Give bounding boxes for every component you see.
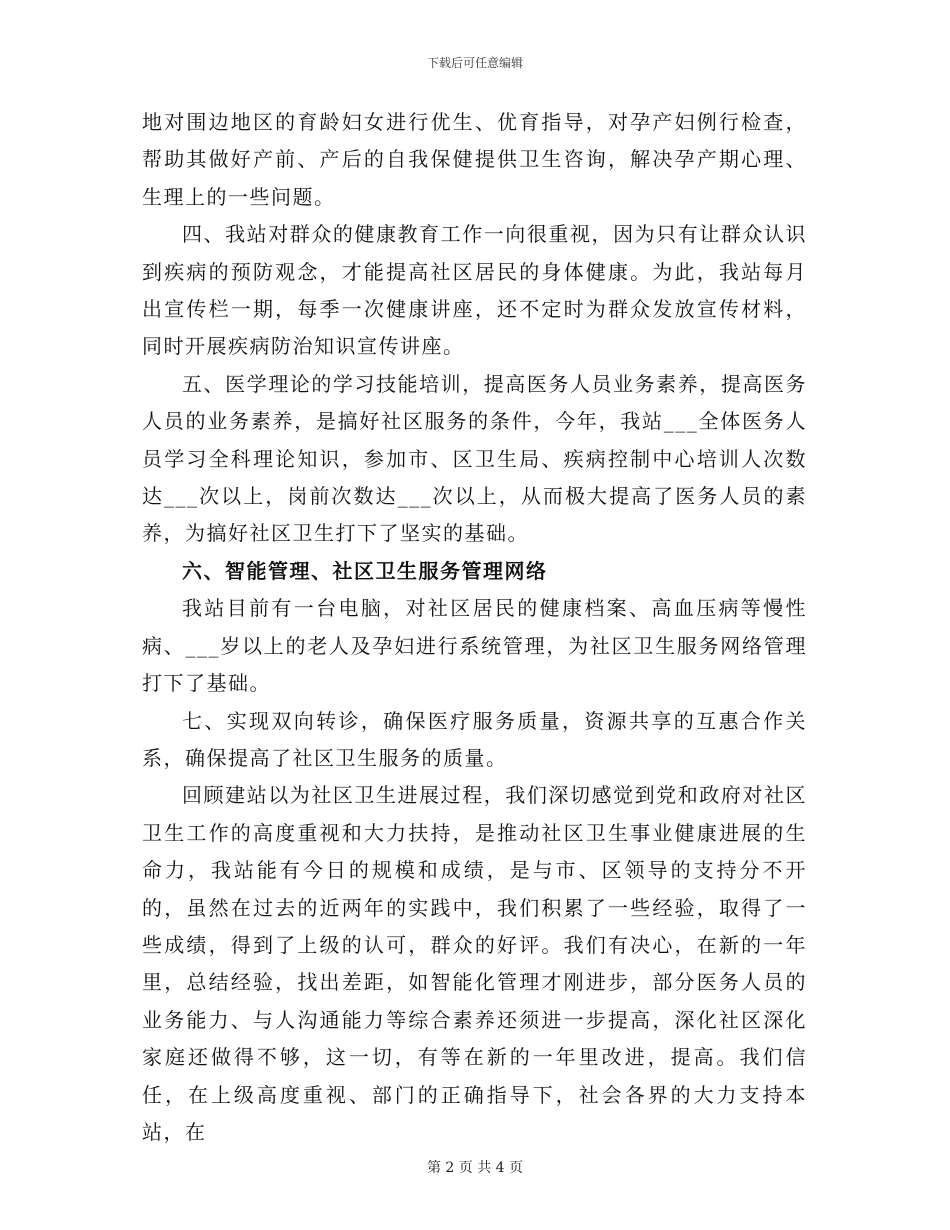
paragraph-review: 回顾建站以为社区卫生进展过程，我们深切感觉到党和政府对社区卫生工作的高度重视和大力扶持，是推动社区卫生事业健康进展的生命力，我站能有今日的规模和成绩，是与市、区领导的支持分不开的，虽然在过去的近两年的实践中，我们积累了一些经验，取得了一些成绩，得到了上级的认可，群众的好评。我们有决心，在新的一年里，总结经验，找出差距，如智能化管理才刚进步，部分医务人员的业务能力、与人沟通能力等综合素养还须进一步提高，深化社区深化家庭还做得不够，这一切，有等在新的一年里改进，提高。我们信任，在上级高度重视、部门的正确指导下，社会各界的大力支持本站，在 — [142, 783, 807, 1144]
paragraph-section-6-body: 我站目前有一台电脑，对社区居民的健康档案、高血压病等慢性病、___岁以上的老人及孕妇进行系统管理，为社区卫生服务网络管理打下了基础。 — [142, 596, 807, 696]
page-header: 下载后可任意编辑 — [426, 56, 523, 70]
paragraph-section-5: 五、医学理论的学习技能培训，提高医务人员业务素养，提高医务人员的业务素养，是搞好社区服务的条件，今年，我站___全体医务人员学习全科理论知识，参加市、区卫生局、疾病控制中心培训人次数达___次以上，岗前次数达___次以上，从而极大提高了医务人员的素养，为搞好社区卫生打下了坚实的基础。 — [142, 371, 807, 546]
page-footer: 第 2 页 共 4 页 — [426, 1160, 524, 1176]
paragraph-continuation: 地对围边地区的育龄妇女进行优生、优育指导，对孕产妇例行检查，帮助其做好产前、产后的自我保健提供卫生咨询，解决孕产期心理、生理上的一些问题。 — [142, 110, 807, 209]
paragraph-section-7: 七、实现双向转诊，确保医疗服务质量，资源共享的互惠合作关系，确保提高了社区卫生服务的质量。 — [142, 708, 807, 770]
section-heading-6: 六、智能管理、社区卫生服务管理网络 — [182, 558, 548, 583]
paragraph-section-4: 四、我站对群众的健康教育工作一向很重视，因为只有让群众认识到疾病的预防观念，才能提高社区居民的身体健康。为此，我站每月出宣传栏一期，每季一次健康讲座，还不定时为群众发放宣传材料，同时开展疾病防治知识宣传讲座。 — [142, 222, 807, 359]
document-body — [142, 104, 807, 1151]
